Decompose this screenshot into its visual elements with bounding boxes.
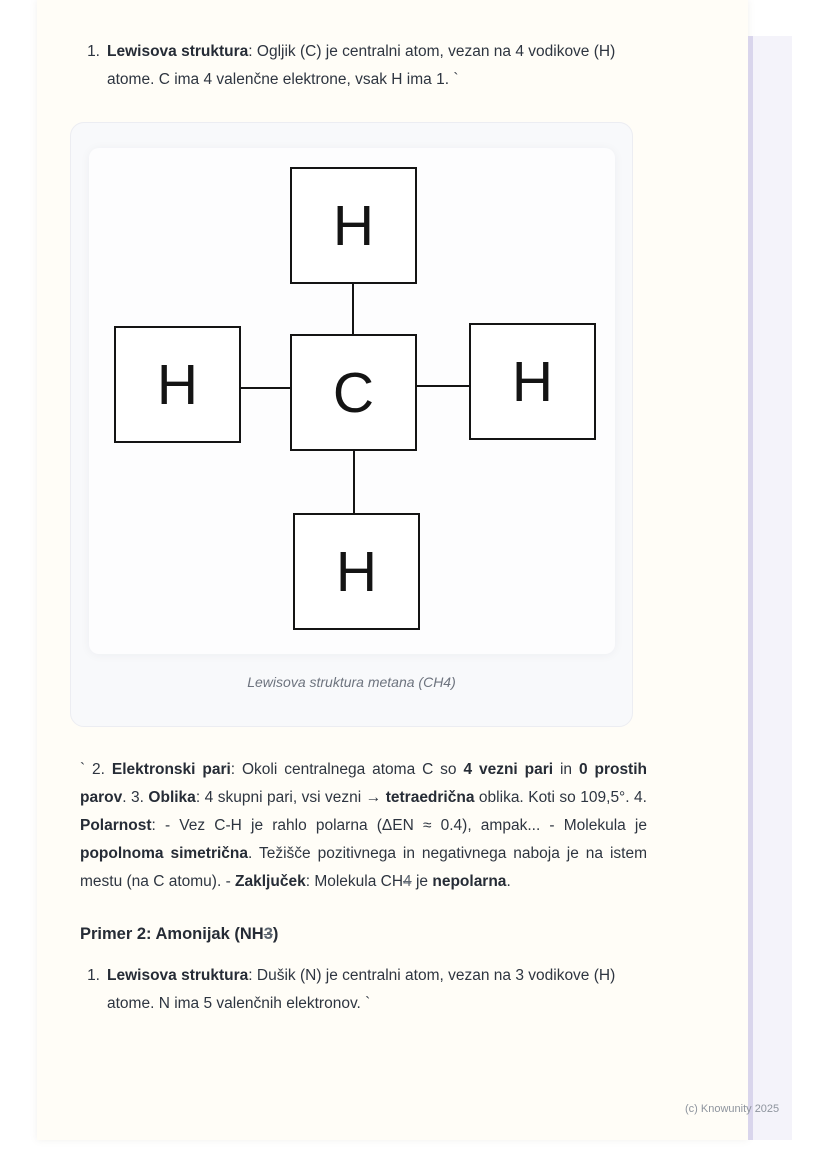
bond-c-h-left — [241, 387, 290, 389]
list-item-lewisova-nh3 — [80, 962, 652, 1018]
list-item-text: Lewisova struktura: Dušik (N) je centralni atom, vezan na 3 vodikove (H) atome. N ima 5 valenčnih elektronov. ` — [107, 967, 616, 1012]
atom-box-h-left — [114, 326, 241, 443]
atom-box-h-bottom — [293, 513, 420, 630]
atom-label: H — [156, 352, 199, 417]
list-item-lewisova-ch4 — [80, 38, 652, 94]
list-item-text: Lewisova struktura: Ogljik (C) je centralni atom, vezan na 4 vodikove (H) atome. C ima 4 valenčne elektrone, vsak H ima 1. ` — [107, 43, 616, 88]
list-number: 1. — [87, 967, 100, 984]
atom-label: H — [511, 349, 554, 414]
atom-label: H — [335, 539, 378, 604]
watermark-copyright: (c) Knowunity 2025 — [685, 1103, 780, 1115]
figure-caption: Lewisova struktura metana (CH4) — [247, 674, 456, 690]
lewis-structure-diagram — [89, 148, 615, 654]
bond-c-h-top — [352, 284, 354, 334]
figure-card — [70, 122, 633, 727]
atom-box-c-center — [290, 334, 417, 451]
atom-label: H — [332, 193, 375, 258]
atom-label: C — [332, 360, 375, 425]
atom-box-h-right — [469, 323, 596, 440]
bond-c-h-bottom — [353, 451, 355, 513]
atom-box-h-top — [290, 167, 417, 284]
bond-c-h-right — [417, 385, 469, 387]
paragraph-analysis-ch4: ` 2. Elektronski pari: Okoli centralnega atoma C so 4 vezni pari in 0 prostih parov. 3. Oblika: 4 skupni pari, vsi vezni → tetraedrična oblika. Koti so 109,5°. 4. Polarnost: - Vez C-H je rahlo polarna (ΔEN ≈ 0.4), ampak... - Molekula je popolnoma simetrična. Težišče pozitivnega in negativnega naboja je na istem mestu (na C atomu). - Zaključek: Molekula CH4 je nepolarna. — [80, 761, 647, 890]
list-number: 1. — [87, 43, 100, 60]
document-page — [37, 0, 748, 1140]
scrollbar-track[interactable] — [748, 36, 792, 1140]
heading-primer-2: Primer 2: Amonijak (NH3) — [80, 925, 279, 943]
